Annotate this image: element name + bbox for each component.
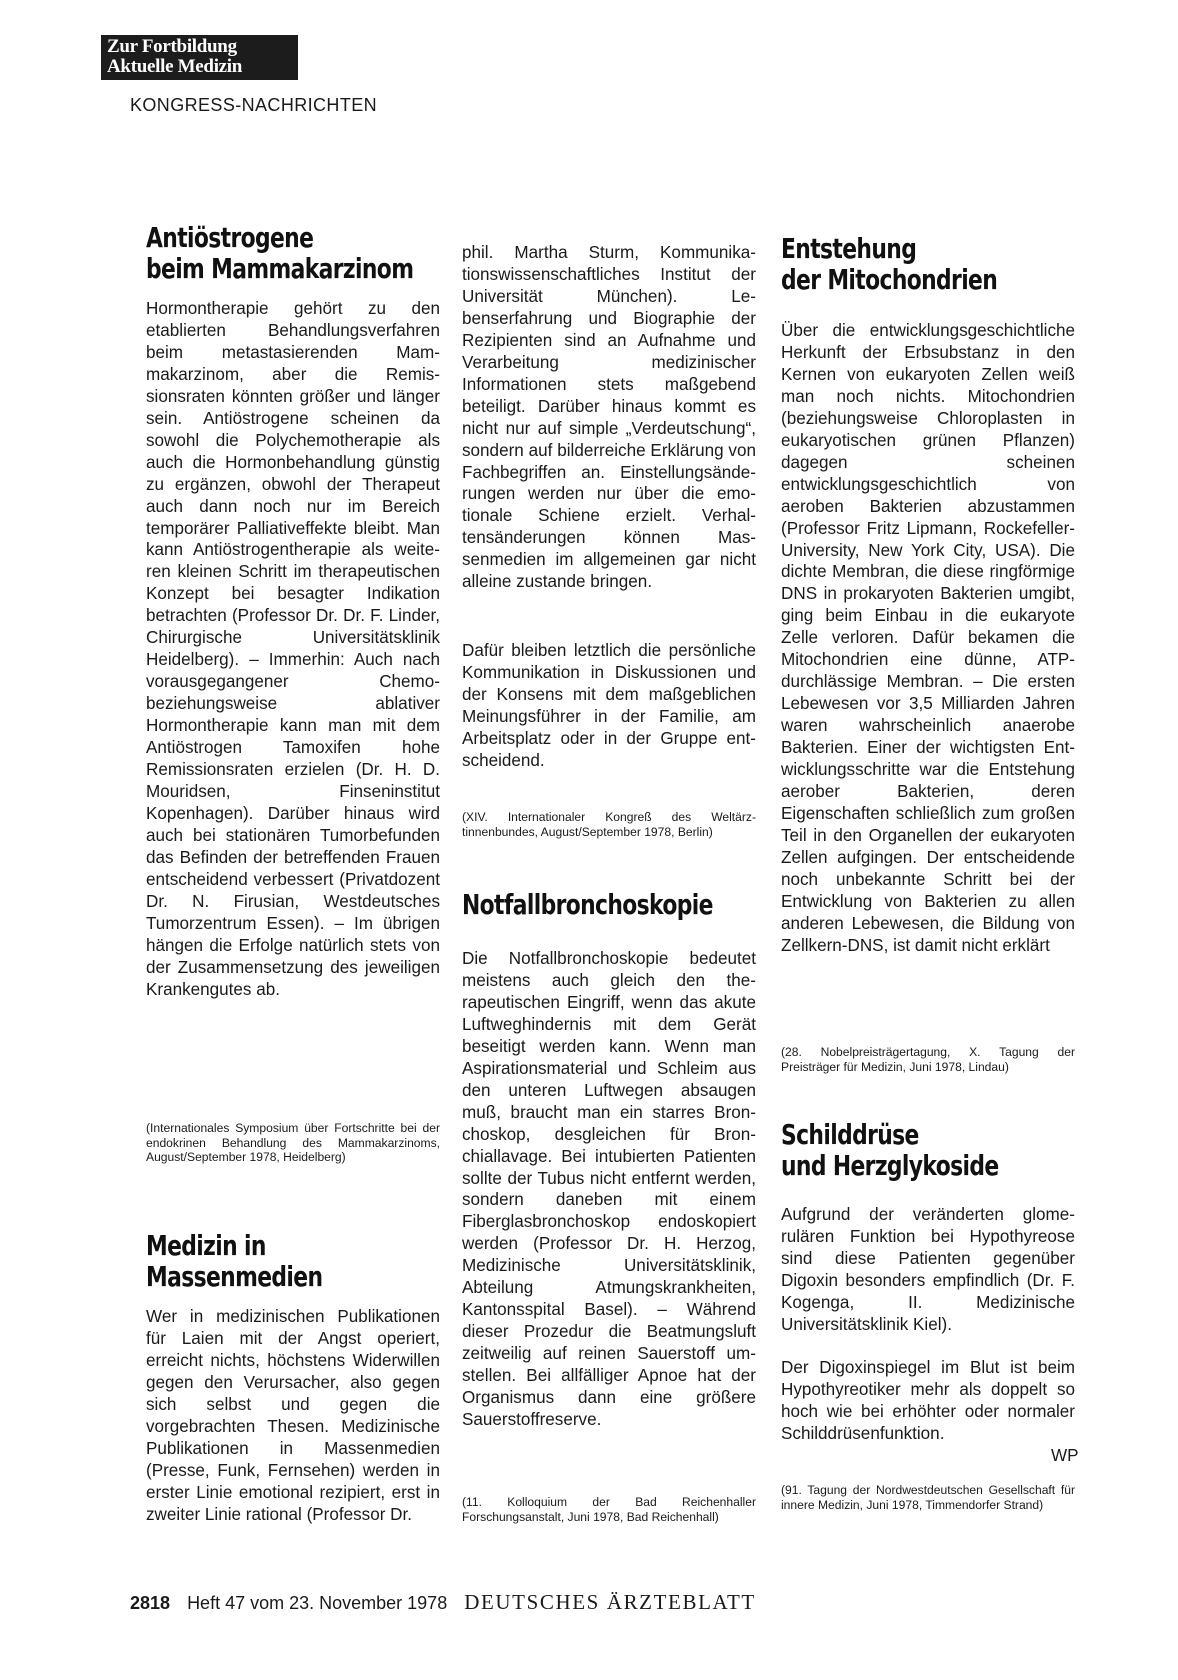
page-number: 2818: [130, 1593, 171, 1613]
title-line: Massenmedien: [146, 1260, 323, 1293]
article-title-notfallbronchoskopie: Notfallbronchoskopie: [462, 888, 713, 921]
article-body-antioestrogene: Hormontherapie gehört zu den etablierten Behandlungsverfahren beim metastasierenden Mammakarzinom, aber die Remissionsraten könnten größer und länger sein. Antiöstrogene scheinen da sowohl die Polychemotherapie als auch die Hormonbehandlung günstig zu ergänzen, obwohl der Therapeut auch dann noch nur im Bereich temporärer Palliativeffekte bleibt. Man kann Antiöstrogentherapie als weiteren kleinen Schritt im therapeutischen Konzept bei besagter Indikation betrachten (Professor Dr. Dr. F. Linder, Chirurgische Universitätsklinik Heidelberg). – Immerhin: Auch nach vorausgegangener Chemo- beziehungsweise ablativer Hormontherapie kann man mit dem Antiöstrogen Tamoxifen hohe Remissionsraten erzielen (Dr. H. D. Mouridsen, Finseninstitut Kopenhagen). Darüber hinaus wird auch bei stationären Tumorbefunden das Befinden der betreffenden Frauen entscheidend verbessert (Privatdozent Dr. N. Firusian, Westdeutsches Tumorzentrum Essen). – Im übrigen hängen die Erfolge natürlich stets von der Zusammensetzung des jeweiligen Krankengutes ab.: [146, 299, 440, 999]
title-line: Antiöstrogene: [146, 221, 314, 254]
author-initials: WP: [1051, 1446, 1079, 1465]
rubric-badge: [101, 35, 298, 80]
title-line: der Mitochondrien: [781, 263, 998, 296]
title-line: Entstehung: [781, 232, 917, 265]
page-footer: [130, 1591, 756, 1614]
rubric-line-2: Aktuelle Medizin: [107, 56, 243, 77]
article-body-notfallbronchoskopie: Die Notfallbronchoskopie bedeutet meistens auch gleich den therapeutischen Eingriff, wenn das akute Luftweghindernis mit dem Gerät beseitigt werden kann. Wenn man Aspirationsmaterial und Schleim aus den unteren Luftwegen absaugen muß, braucht man ein starres Bronchoskop, desgleichen für Bronchiallavage. Bei intubierten Patienten sollte der Tubus nicht entfernt werden, sondern daneben mit einem Fiberglasbronchoskop endoskopiert werden (Professor Dr. H. Herzog, Medizinische Universitätsklinik, Abteilung Atmungskrankheiten, Kantonsspital Basel). – Während dieser Prozedur die Beatmungsluft zeitweilig auf reinen Sauerstoff umstellen. Bei allfälliger Apnoe hat der Organismus dann eine größere Sauerstoffreserve.: [462, 949, 756, 1430]
article-body-schilddruese-p1: Aufgrund der veränderten glomerulären Funktion bei Hypothyreose sind diese Patienten gegenüber Digoxin besonders empfindlich (Dr. F. Kogenga, II. Medizinische Universitätsklinik Kiel).: [781, 1205, 1075, 1334]
article-source-notfallbronchoskopie: (11. Kolloquium der Bad Reichenhaller Forschungsanstalt, Juni 1978, Bad Reichenhall): [462, 1495, 756, 1524]
masthead: DEUTSCHES ÄRZTEBLATT: [464, 1590, 756, 1614]
article-body-schilddruese-p2: Der Digoxinspiegel im Blut ist beim Hypothyreotiker mehr als doppelt so hoch wie bei erhöhter oder normaler Schilddrüsenfunktion.: [781, 1358, 1075, 1443]
title-line: beim Mammakarzinom: [146, 252, 414, 285]
title-line: Medizin in: [146, 1229, 266, 1262]
article-body-massenmedien-part2: phil. Martha Sturm, Kommunikationswissenschaftliches Institut der Universität München). Lebenserfahrung und Biographie der Rezipienten sind an Aufnahme und Verarbeitung medizinischer Informationen stets maßgebend beteiligt. Darüber hinaus kommt es nicht nur auf simple „Verdeutschung“, sondern auf bilderreiche Erklärung von Fachbegriffen an. Einstellungsänderungen werden nur über die emotionale Schiene erzielt. Verhaltensänderungen können Massenmedien im allgemeinen gar nicht alleine zustande bringen.: [462, 243, 756, 592]
article-title-schilddruese: [781, 1119, 999, 1181]
article-body-massenmedien-part3: Dafür bleiben letztlich die persönliche Kommunikation in Diskussionen und der Konsens mit dem maßgeblichen Meinungsführer in der Familie, am Arbeitsplatz oder in der Gruppe entscheidend.: [462, 641, 756, 770]
article-source-massenmedien: (XIV. Internationaler Kongreß des Weltärztinnenbundes, August/September 1978, Berlin): [462, 810, 756, 839]
article-source-mitochondrien: (28. Nobelpreisträgertagung, X. Tagung der Preisträger für Medizin, Juni 1978, Lindau): [781, 1045, 1075, 1074]
rubric-line-1: Zur Fortbildung: [107, 36, 237, 57]
article-body-massenmedien-part1: Wer in medizinischen Publikationen für Laien mit der Angst operiert, erreicht nichts, höchstens Widerwillen gegen den Verursacher, also gegen sich selbst und gegen die vorgebrachten Thesen. Medizinische Publikationen in Massenmedien (Presse, Funk, Fernsehen) werden in erster Linie emotional rezipiert, erst in zweiter Linie rational (Professor Dr.: [146, 1307, 440, 1524]
section-label: KONGRESS-NACHRICHTEN: [130, 95, 378, 115]
article-body-mitochondrien: Über die entwicklungsgeschichtliche Herkunft der Erbsubstanz in den Kernen von eukaryoten Zellen weiß man noch nichts. Mitochondrien (beziehungsweise Chloroplasten in eukaryotischen grünen Pflanzen) dagegen scheinen entwicklungsgeschichtlich von aeroben Bakterien abzustammen (Professor Fritz Lipmann, Rockefeller-University, New York City, USA). Die dichte Membran, die diese ringförmige DNS in prokaryoten Bakterien umgibt, ging beim Einbau in die eukaryote Zelle verloren. Dafür bekamen die Mitochondrien eine dünne, ATP-durchlässige Membran. – Die ersten Lebewesen vor 3,5 Milliarden Jahren waren wahrscheinlich anaerobe Bakterien. Einer der wichtigsten Entwicklungsschritte war die Entstehung aerober Bakterien, deren Eigenschaften schließlich zum großen Teil in den Organellen der eukaryoten Zellen aufgingen. Der entscheidende noch unbekannte Schritt bei der Entwicklung von Bakterien zu allen anderen Lebewesen, die Bildung von Zellkern-DNS, ist damit nicht erklärt: [781, 321, 1075, 955]
article-source-schilddruese: (91. Tagung der Nordwestdeutschen Gesellschaft für innere Medizin, Juni 1978, Timmendorfer Strand): [781, 1483, 1075, 1512]
article-title-antioestrogene: [146, 222, 413, 284]
article-title-mitochondrien: [781, 233, 997, 295]
article-source-antioestrogene: (Internationales Symposium über Fortschritte bei der endokrinen Behandlung des Mammakarzinoms, August/September 1978, Heidelberg): [146, 1121, 440, 1165]
issue-info: Heft 47 vom 23. November 1978: [187, 1593, 448, 1613]
article-title-massenmedien: [146, 1230, 322, 1292]
title-line: und Herzglykoside: [781, 1149, 999, 1182]
title-line: Schilddrüse: [781, 1118, 919, 1151]
